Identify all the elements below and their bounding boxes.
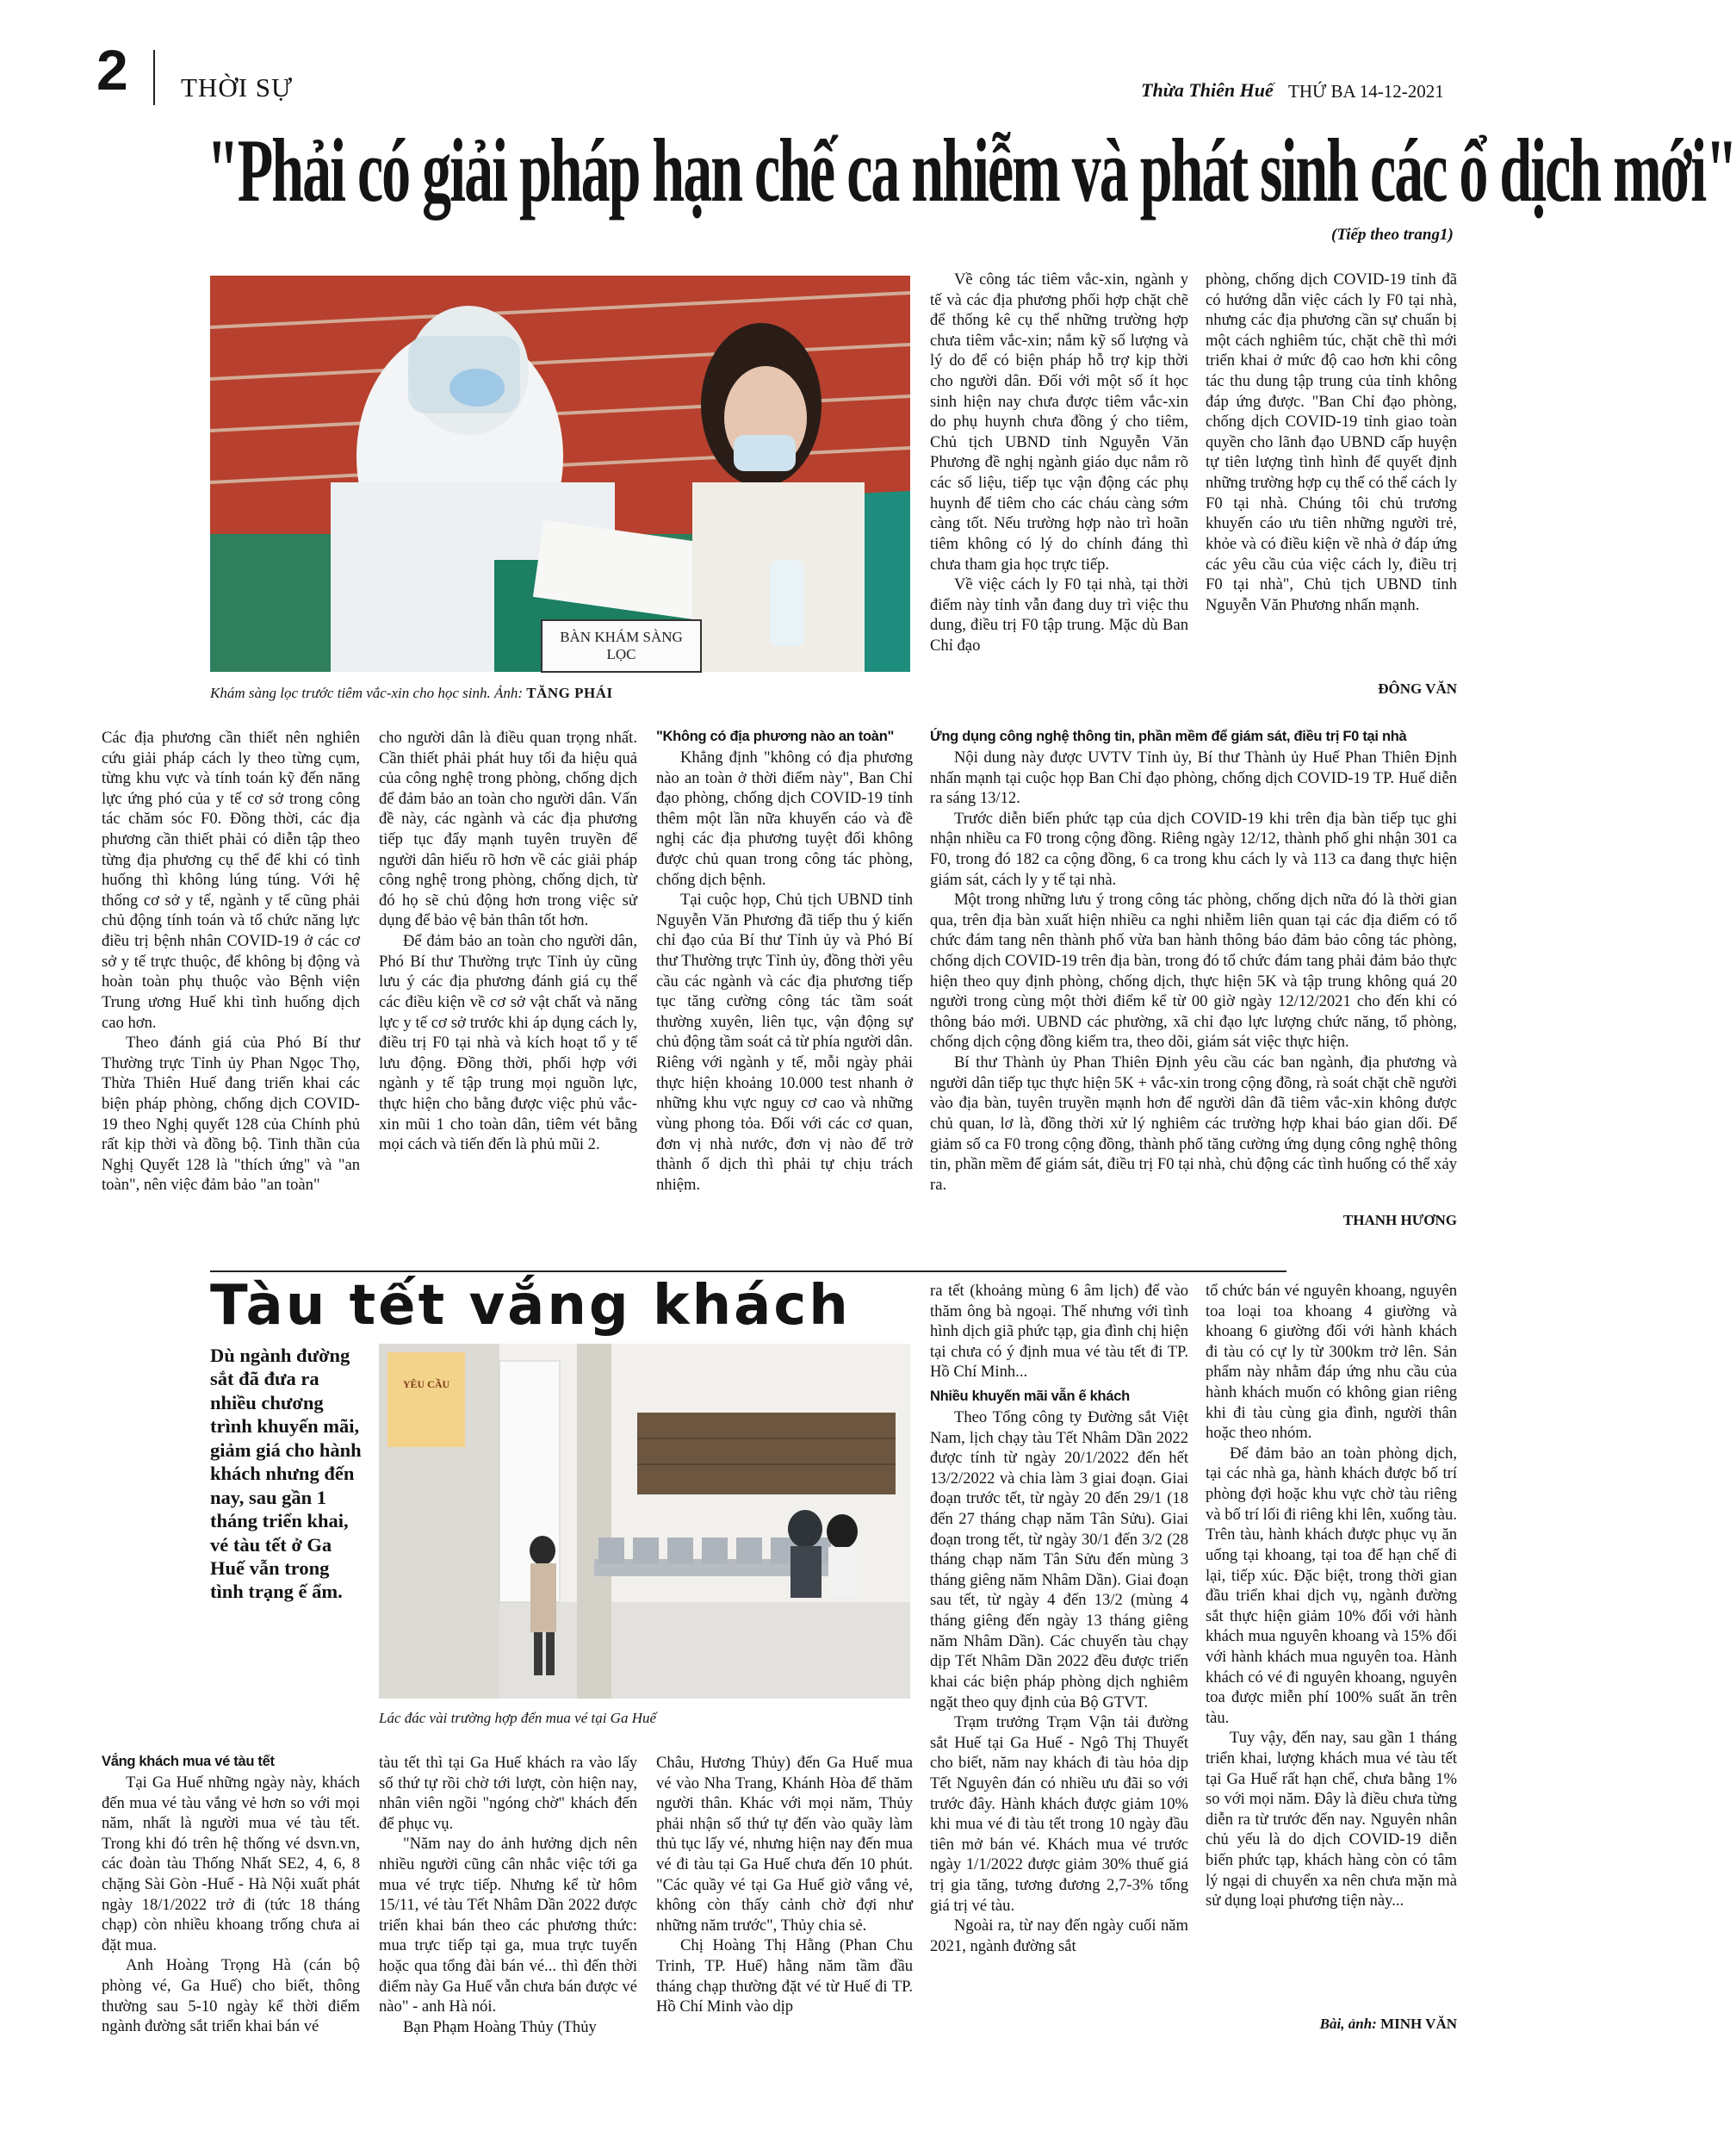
article1-column-2	[379, 728, 637, 1155]
page-number: 2	[96, 38, 128, 102]
paragraph: Để đảm bảo an toàn cho người dân, Phó Bí thư Thường trực Tỉnh ủy cũng lưu ý các địa phương đánh giá cụ thể các điều kiện về cơ sở vật chất và năng lực y tế cơ sở trước khi áp dụng cách ly, điều trị F0 tại nhà và kích hoạt tổ y tế lưu động. Đồng thời, phối hợp với ngành y tế tập trung mọi nguồn lực, thực hiện cho bằng được việc phủ vắc-xin mũi 1 cho toàn dân, tiêm vét bằng mọi cách và tiến đến là phủ mũi 2.	[379, 932, 637, 1154]
headline-train: Tàu tết vắng khách	[210, 1274, 851, 1338]
subheading-it-application: Ứng dụng công nghệ thông tin, phần mềm để giám sát, điều trị F0 tại nhà	[930, 729, 1407, 744]
paragraph: Về việc cách ly F0 tại nhà, tại thời điểm này tỉnh vẫn đang duy trì việc thu dung, điều trị F0 tập trung. Mặc dù Ban Chỉ đạo	[930, 575, 1188, 655]
sapo: Dù ngành đường sắt đã đưa ra nhiều chương trình khuyến mãi, giảm giá cho hành khách nhưng đến nay, sau gần 1 tháng triển khai, vé tàu tết ở Ga Huế vẫn trong tình trạng ế ẩm.	[210, 1345, 362, 1603]
subheading-few-customers: Vắng khách mua vé tàu tết	[102, 1754, 275, 1769]
photo-station-illustration	[379, 1344, 910, 1699]
photo-caption-text: Khám sàng lọc trước tiêm vắc-xin cho học sinh. Ảnh:	[210, 685, 523, 701]
article1-column-4	[930, 728, 1457, 1195]
paragraph: Bí thư Thành ủy Phan Thiên Định yêu cầu các ban ngành, địa phương và người dân tiếp tục thực hiện 5K + vắc-xin trong cộng đồng, rà soát chặt chẽ người vào địa bàn, tuyên truyền mạnh hơn để người dân đã tiêm vắc-xin không được chủ quan, lơ là, đồng thời xử lý nghiêm các trường hợp khai báo gian dối. Để giảm số ca F0 trong cộng đồng, thành phố tăng cường ứng dụng công nghệ thông tin, phần mềm để giám sát, điều trị F0 tại nhà, chủ động các tình huống có thể xảy ra.	[930, 1053, 1457, 1194]
article2-column-c	[656, 1753, 913, 2017]
paragraph: ra tết (khoảng mùng 6 âm lịch) để vào thăm ông bà ngoại. Thế nhưng với tình hình dịch giã phức tạp, gia đình chị hiện tại chưa có ý định mua vé tàu tết đi TP. Hồ Chí Minh...	[930, 1282, 1188, 1382]
byline-name: MINH VĂN	[1380, 2016, 1457, 2032]
photo-screening	[210, 276, 910, 672]
photo-caption-train: Lác đác vài trường hợp đến mua vé tại Ga Huế	[379, 1710, 657, 1726]
paragraph: Bạn Phạm Hoàng Thủy (Thủy	[403, 2017, 597, 2036]
byline-prefix: Bài, ảnh:	[1319, 2016, 1377, 2032]
article2-column-d	[930, 1281, 1188, 1956]
issue-date: THỨ BA 14-12-2021	[1288, 81, 1444, 102]
article2-column-e	[1206, 1281, 1457, 1911]
paragraph: Để đảm bảo an toàn phòng dịch, tại các nhà ga, hành khách được bố trí phòng đợi hoặc khu vực chờ tàu riêng và bố trí lối đi riêng khi lên, xuống tàu. Trên tàu, hành khách được phục vụ ăn uống tại khoang, tại toa để hạn chế đi lại, tiếp xúc. Đặc biệt, trong thời gian đầu triển khai dịch vụ, ngành đường sắt thực hiện giảm 10% đối với hành khách mua nguyên khoang và 15% đối với hành khách mua nguyên toa. Hành khách có vé đi nguyên khoang, nguyên toa được miễn phí 100% suất ăn trên tàu.	[1206, 1444, 1457, 1727]
subheading-no-safe-locality: "Không có địa phương nào an toàn"	[656, 729, 894, 744]
article1-column-1	[102, 728, 360, 1196]
paragraph: cho người dân là điều quan trọng nhất. Cần thiết phải phát huy tối đa hiệu quả của công nghệ trong phòng, chống dịch để đảm bảo an toàn cho người dân. Vấn đề này, các ngành và các địa phương tiếp tục đẩy mạnh tuyên truyền để người dân hiểu rõ hơn về các giải pháp công nghệ trong phòng, chống dịch, từ đó họ sẽ chủ động hơn trong việc sử dụng để bảo vệ bản thân tốt hơn.	[379, 729, 637, 930]
paragraph: Tuy vậy, đến nay, sau gần 1 tháng triển khai, lượng khách mua vé tàu tết tại Ga Huế rất hạn chế, chưa bằng 1% so với mọi năm. Đây là điều chưa từng diễn ra từ trước đến nay. Nguyên nhân chủ yếu là do dịch COVID-19 diễn biến phức tạp, khách hàng còn có tâm lý ngại di chuyển xa nên chưa mặn mà sử dụng loại phương tiện này...	[1206, 1729, 1457, 1910]
paragraph: Nội dung này được UVTV Tỉnh ủy, Bí thư Thành ủy Huế Phan Thiên Định nhấn mạnh tại cuộc họp Ban Chỉ đạo phòng, chống dịch COVID-19 TP. Huế diễn ra sáng 13/12.	[930, 748, 1457, 808]
header-divider	[153, 50, 155, 105]
paragraph: tổ chức bán vé nguyên khoang, nguyên toa loại toa khoang 4 giường và khoang 6 giường đối với hành khách đi tàu có cự ly từ 300km trở lên. Sản phẩm này nhằm đáp ứng nhu cầu của hành khách muốn có không gian riêng khi đi tàu cùng gia đình, người thân hoặc theo nhóm.	[1206, 1282, 1457, 1443]
article1-right-column-2	[1206, 270, 1457, 615]
byline-minh-van	[1206, 2016, 1457, 2033]
paragraph: Anh Hoàng Trọng Hà (cán bộ phòng vé, Ga Huế) cho biết, thông thường sau 5-10 ngày kể thời điểm ngành đường sắt triển khai bán vé	[102, 1956, 360, 2036]
paragraph: Một trong những lưu ý trong công tác phòng, chống dịch nữa đó là thời gian qua, trên địa bàn xuất hiện nhiều ca nghi nhiễm liên quan tại các địa điểm có tổ chức đám tang nên thành phố vừa ban hành thông báo đảm bảo công tác phòng, chống dịch COVID-19 trên địa bàn, trong đó tổ chức đám tang phải đảm bảo thực hiện theo quy định phòng, chống dịch, thực hiện 5K và tập trung không quá 20 người trong cùng một thời điểm kể từ 00 giờ ngày 12/12/2021 cho đến khi có thông báo mới. UBND các phường, xã chỉ đạo lực lượng chức năng, tổ phòng, chống dịch cộng đồng kiểm tra, theo dõi, giám sát việc thực hiện.	[930, 891, 1457, 1052]
paragraph: tàu tết thì tại Ga Huế khách ra vào lấy số thứ tự rồi chờ tới lượt, còn hiện nay, nhân viên ngồi "ngóng chờ" khách đến để phục vụ.	[379, 1754, 637, 1833]
paragraph: Về công tác tiêm vắc-xin, ngành y tế và các địa phương phối hợp chặt chẽ để thống kê cụ thể những trường hợp chưa tiêm vắc-xin; nắm kỹ số lượng và lý do để có biện pháp hỗ trợ kịp thời cho người dân. Đối với một số ít học sinh hiện nay chưa được tiêm vắc-xin do phụ huynh chưa đồng ý cho tiêm, Chủ tịch UBND tỉnh Nguyễn Văn Phương đề nghị ngành giáo dục nắm rõ các số liệu, tiếp tục vận động các phụ huynh để tiêm cho các cháu càng sớm càng tốt. Nếu trường hợp nào trì hoãn tiêm không có lý do chính đáng thì chưa tham gia học trực tiếp.	[930, 270, 1188, 574]
headline: "Phải có giải pháp hạn chế ca nhiễm và phát sinh các ổ dịch mới"	[207, 119, 1736, 221]
subheading-promotions: Nhiều khuyến mãi vẫn ế khách	[930, 1388, 1130, 1405]
paragraph: Theo đánh giá của Phó Bí thư Thường trực Tỉnh ủy Phan Ngọc Thọ, Thừa Thiên Huế đang triển khai các biện pháp phòng, chống dịch COVID-19 theo Nghị quyết 128 của Chính phủ rất kịp thời và đồng bộ. Tinh thần của Nghị Quyết 128 là "thích ứng" và "an toàn", nên việc đảm bảo "an toàn"	[102, 1034, 360, 1195]
paragraph: Tại Ga Huế những ngày này, khách đến mua vé tàu vắng vẻ hơn so với mọi năm, nhất là người mua vé tàu tết. Trong khi đó trên hệ thống vé dsvn.vn, các đoàn tàu Thống Nhất SE2, 4, 6, 8 chặng Sài Gòn -Huế - Hà Nội xuất phát ngày 18/1/2022 trở đi (tức 18 tháng chạp) còn nhiều khoang trống chưa ai đặt mua.	[102, 1773, 360, 1954]
paragraph: Trước diễn biến phức tạp của dịch COVID-19 khi trên địa bàn tiếp tục ghi nhận nhiều ca F0 trong cộng đồng. Riêng ngày 12/12, thành phố ghi nhận 301 ca F0, trong đó 182 ca cộng đồng, 6 ca trong khu cách ly và 113 ca đang thực hiện giám sát, cách ly y tế tại nhà.	[930, 809, 1457, 889]
article2-column-b	[379, 1753, 637, 2038]
section-title: THỜI SỰ	[181, 72, 294, 103]
paragraph: Ngoài ra, từ nay đến ngày cuối năm 2021, ngành đường sắt	[930, 1916, 1188, 1955]
article-divider	[210, 1270, 1286, 1272]
photo-train-station	[379, 1344, 910, 1699]
photo-credit: TĂNG PHÁI	[526, 685, 613, 701]
paragraph: phòng, chống dịch COVID-19 tỉnh đã có hướng dẫn việc cách ly F0 tại nhà, nhưng các địa phương cần sự chuẩn bị một cách nghiêm túc, chặt chẽ thì mới triển khai ở mức độ cao hơn khi công tác thu dung tập trung của tỉnh không đáp ứng được. "Ban Chỉ đạo phòng, chống dịch COVID-19 tỉnh giao toàn quyền cho lãnh đạo UBND cấp huyện tự tiên lượng tình hình để quyết định những trường hợp cụ thể có thể cách ly F0 tại nhà. Chúng tôi chủ trương khuyến cáo ưu tiên những người trẻ, khỏe và có điều kiện về nhà ở đáp ứng các yêu cầu của việc cách ly, điều trị F0 tại nhà", Chủ tịch UBND tỉnh Nguyễn Văn Phương nhấn mạnh.	[1206, 270, 1457, 614]
byline-dong-van: ĐÔNG VĂN	[1378, 680, 1457, 697]
continued-note: (Tiếp theo trang1)	[1331, 226, 1454, 244]
article2-column-a	[102, 1753, 360, 2037]
paragraph: Chị Hoàng Thị Hằng (Phan Chu Trinh, TP. Huế) hằng năm tầm đầu tháng chạp thường đặt vé từ Huế đi TP. Hồ Chí Minh vào dịp	[656, 1936, 913, 2016]
paper-name: Thừa Thiên Huế	[1141, 79, 1274, 101]
paragraph: Các địa phương cần thiết nên nghiên cứu giải pháp cách ly theo từng cụm, từng khu vực và tính toán kỹ đến năng lực ứng phó của y tế cơ sở trong công tác chăm sóc F0. Đồng thời, các địa phương cần thiết phải có diễn tập theo từng địa phương cụ thể để khi có tình huống thì không lúng túng. Với hệ thống cơ sở y tế, ngành y tế cũng phải chủ động tính toán và tổ chức năng lực điều trị bệnh nhân COVID-19 ở các cơ sở y tế trực thuộc, để không bị động và hoàn toàn phụ thuộc vào Bệnh viện Trung ương Huế khi tình huống dịch cao hơn.	[102, 729, 360, 1032]
paragraph: Trạm trưởng Trạm Vận tải đường sắt Huế tại Ga Huế - Ngô Thị Thuyết cho biết, năm nay khách đi tàu hỏa dịp Tết Nguyên đán có nhiều ưu đãi so với trước đây. Hành khách được giảm 10% khi mua vé đi tàu tết trong 10 ngày đầu tiên mở bán vé. Khách mua vé trước ngày 1/1/2022 được giảm 30% thuế giá trị gia tăng, tương đương 2,7-3% tổng giá trị vé tàu.	[930, 1713, 1188, 1915]
article1-column-3	[656, 728, 913, 1195]
byline-thanh-huong: THANH HƯƠNG	[1342, 1212, 1457, 1228]
paragraph: Theo Tổng công ty Đường sắt Việt Nam, lịch chạy tàu Tết Nhâm Dần 2022 được tính từ ngày 20/1/2022 đến hết 13/2/2022 và chia làm 3 giai đoạn. Giai đoạn trước tết, từ ngày 20 đến 29/1 (18 đến 27 tháng chạp năm Tân Sửu). Giai đoạn trong tết, từ ngày 30/1 đến 3/2 (28 tháng chạp năm Tân Sửu đến mùng 3 tháng giêng năm Nhâm Dần). Giai đoạn sau tết, từ ngày 4 đến 13/2 (mùng 4 tháng giêng đến ngày 13 tháng giêng năm Nhâm Dần). Các chuyến tàu chạy dịp Tết Nhâm Dần 2022 đều được triển khai các biện pháp phòng dịch nghiêm ngặt theo quy định của Bộ GTVT.	[930, 1408, 1188, 1711]
photo-sign-text: BÀN KHÁM SÀNG LỌC	[560, 629, 683, 663]
photo-sign-yeu-cau: YÊU CẦU	[402, 1378, 450, 1390]
paragraph: Châu, Hương Thủy) đến Ga Huế mua vé vào Nha Trang, Khánh Hòa để thăm người thân. Khác với mọi năm, Thủy phải nhận số thứ tự đến vào quầy làm thủ tục lấy vé, nhưng hiện nay đến mua vé đi tàu tại Ga Huế chưa đến 10 phút. "Các quầy vé tại Ga Huế giờ vắng vẻ, không còn thấy cảnh chờ đợi như những năm trước", Thủy chia sẻ.	[656, 1754, 913, 1935]
photo-caption	[210, 685, 613, 702]
article1-right-column-1	[930, 270, 1188, 656]
paragraph: Khẳng định "không có địa phương nào an toàn ở thời điểm này", Ban Chỉ đạo phòng, chống dịch COVID-19 tỉnh thêm một lần nữa khuyến cáo và đề nghị các địa phương tuyệt đối không được chủ quan trong công tác phòng, chống dịch bệnh.	[656, 748, 913, 889]
paragraph: "Năm nay do ảnh hưởng dịch nên nhiều người cũng cân nhắc việc tới ga mua vé trực tiếp. Nhưng kể từ hôm 15/11, vé tàu Tết Nhâm Dần 2022 được triển khai bán theo các phương thức: mua trực tiếp tại ga, mua trực tuyến hoặc qua tổng đài bán vé... thì đến thời điểm này Ga Huế vẫn chưa bán được vé nào" - anh Hà nói.	[379, 1835, 637, 2016]
photo-screening-illustration	[210, 276, 910, 672]
paragraph: Tại cuộc họp, Chủ tịch UBND tỉnh Nguyễn Văn Phương đã tiếp thu ý kiến chỉ đạo của Bí thư Tỉnh ủy và Phó Bí thư Thường trực Tỉnh ủy, đồng thời yêu cầu các ngành và các địa phương tiếp tục tăng cường công tác tầm soát thường xuyên, liên tục, vận động sự chủ động tầm soát cả từ phía người dân. Riêng với ngành y tế, mỗi ngày phải thực hiện khoảng 10.000 test nhanh ở những khu vực nguy cơ cao và những vùng phong tỏa. Đối với các cơ quan, đơn vị nhà nước, đơn vị nào để trở thành ổ dịch thì phải tự chịu trách nhiệm.	[656, 891, 913, 1194]
